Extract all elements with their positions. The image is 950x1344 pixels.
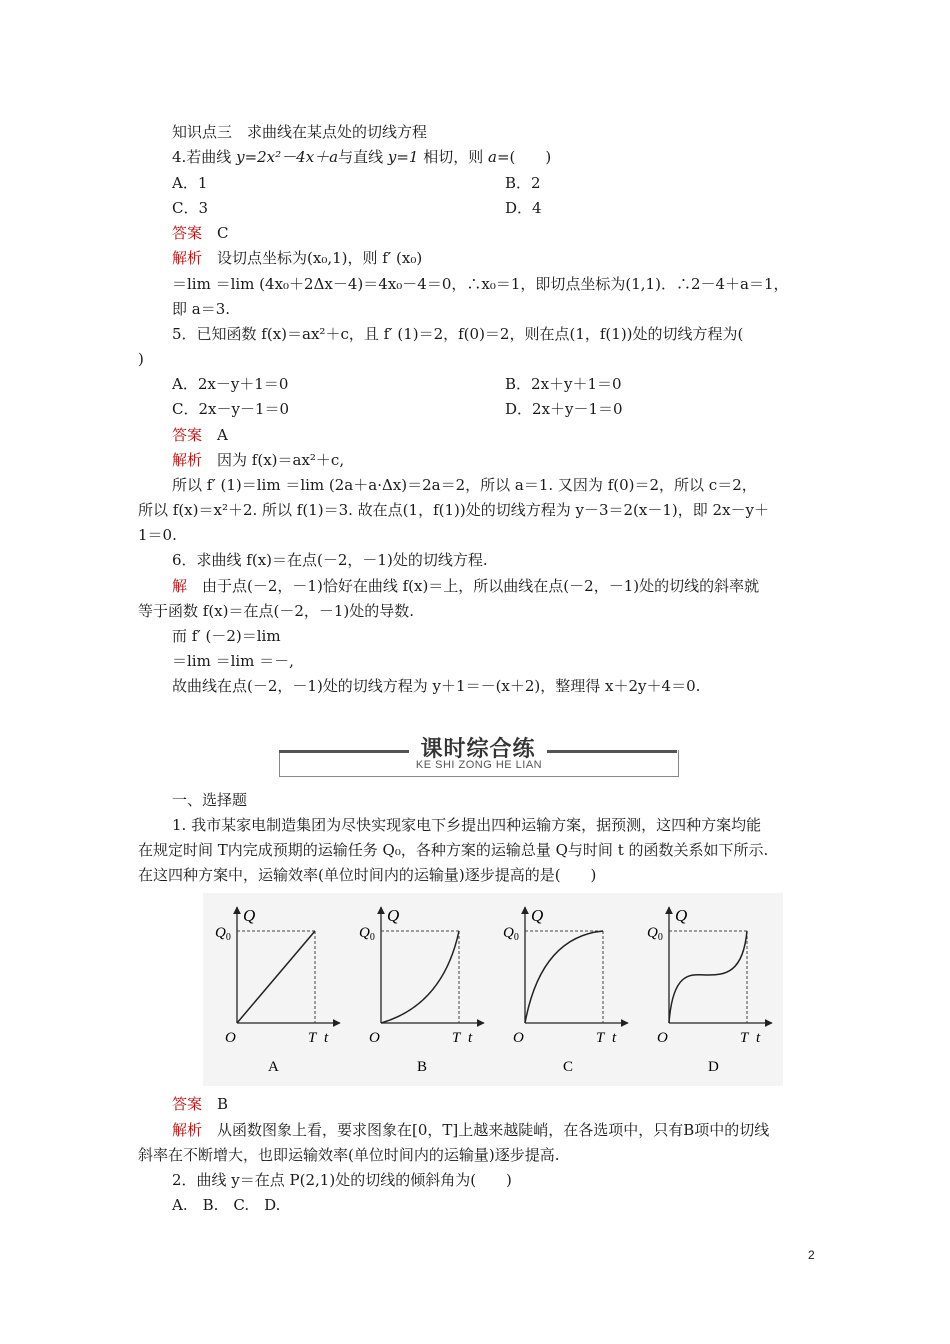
q4-analysis-1: 解析 设切点坐标为(x₀,1)，则 f′ (x₀) bbox=[172, 249, 423, 267]
q5-analysis-1: 解析 因为 f(x)＝ax²＋c, bbox=[172, 451, 345, 469]
q5-stem-1: 5．已知函数 f(x)＝ax²＋c，且 f′ (1)＝2，f(0)＝2，则在点(1，f(1))处的切线方程为( bbox=[172, 325, 744, 343]
q6-solution-5: 故曲线在点(－2，－1)处的切线方程为 y＋1＝－(x＋2)，整理得 x＋2y＋4＝0. bbox=[172, 677, 701, 695]
answer-label: 答案 bbox=[172, 426, 203, 444]
q5-option-d: D．2x＋y－1＝0 bbox=[505, 400, 623, 418]
q5-answer: 答案 A bbox=[172, 426, 228, 444]
p1-answer: 答案 B bbox=[172, 1095, 229, 1113]
x-label: t bbox=[468, 1030, 473, 1046]
banner-subtitle: KE SHI ZONG HE LIAN bbox=[415, 759, 543, 771]
section-banner bbox=[279, 732, 679, 778]
q4-option-c: C．3 bbox=[172, 199, 209, 217]
banner-bar-left bbox=[279, 750, 409, 753]
q6-solution-1: 解 由于点(－2，－1)恰好在曲线 f(x)＝上，所以曲线在点(－2，－1)处的切线的斜率就 bbox=[172, 577, 760, 595]
q5-option-b: B．2x＋y＋1＝0 bbox=[505, 375, 622, 393]
origin-label: O bbox=[369, 1030, 380, 1046]
answer-label: 答案 bbox=[172, 1095, 203, 1113]
banner-bar-right bbox=[547, 750, 677, 753]
p2-stem: 2．曲线 y＝在点 P(2,1)处的切线的倾斜角为( ) bbox=[172, 1171, 512, 1189]
q6-stem: 6．求曲线 f(x)＝在点(－2，－1)处的切线方程. bbox=[172, 551, 488, 569]
analysis-label: 解析 bbox=[172, 451, 203, 469]
curve-a bbox=[237, 931, 315, 1023]
origin-label: O bbox=[225, 1030, 236, 1046]
part-heading: 一、选择题 bbox=[172, 791, 248, 809]
caption-c: C bbox=[563, 1059, 574, 1075]
q5-option-c: C．2x－y－1＝0 bbox=[172, 400, 290, 418]
graph-c bbox=[503, 906, 628, 1075]
graph-b bbox=[359, 906, 484, 1075]
page-number: 2 bbox=[808, 1248, 815, 1262]
q4-analysis-2: ＝lim ＝lim (4x₀＋2Δx－4)＝4x₀－4＝0，∴x₀＝1，即切点坐标为(1,1)．∴2－4＋a＝1， bbox=[172, 275, 789, 293]
origin-label: O bbox=[657, 1030, 668, 1046]
q5-analysis-2: 所以 f′ (1)＝lim ＝lim (2a＋a·Δx)＝2a＝2，所以 a＝1. 又因为 f(0)＝2，所以 c＝2， bbox=[172, 476, 757, 494]
x-label: t bbox=[756, 1030, 761, 1046]
section-heading: 知识点三 求曲线在某点处的切线方程 bbox=[172, 123, 428, 141]
caption-d: D bbox=[708, 1059, 719, 1075]
p1-analysis-1: 解析 从函数图象上看，要求图象在[0，T]上越来越陡峭，在各选项中，只有B项中的切线 bbox=[172, 1121, 770, 1139]
caption-a: A bbox=[268, 1059, 279, 1075]
y-label: Q bbox=[531, 906, 544, 925]
q4-option-d: D．4 bbox=[505, 199, 542, 217]
q5-analysis-3: 所以 f(x)＝x²＋2. 所以 f(1)＝3. 故在点(1，f(1))处的切线方程为 y－3＝2(x－1)，即 2x－y＋ bbox=[138, 501, 770, 519]
q5-stem-2: ) bbox=[138, 350, 144, 368]
q6-solution-3: 而 f′ (－2)＝lim bbox=[172, 627, 281, 645]
y-label: Q bbox=[243, 906, 256, 925]
origin-label: O bbox=[513, 1030, 524, 1046]
analysis-label: 解析 bbox=[172, 249, 203, 267]
q0-label: $Q_0$ bbox=[359, 925, 375, 943]
t-end-label: T bbox=[452, 1030, 461, 1046]
solution-label: 解 bbox=[172, 577, 188, 595]
p1-stem-2: 在规定时间 T内完成预期的运输任务 Q₀，各种方案的运输总量 Q与时间 t 的函数关系如下所示. bbox=[138, 841, 769, 859]
t-end-label: T bbox=[308, 1030, 317, 1046]
q4-option-b: B．2 bbox=[505, 174, 541, 192]
q0-label: $Q_0$ bbox=[503, 925, 519, 943]
p2-options: A. B. C. D. bbox=[172, 1196, 281, 1214]
curve-d bbox=[669, 931, 747, 1023]
q4-analysis-3: 即 a＝3. bbox=[172, 300, 231, 318]
banner-title: 课时综合练 bbox=[419, 732, 537, 763]
x-label: t bbox=[324, 1030, 329, 1046]
y-label: Q bbox=[675, 906, 688, 925]
y-label: Q bbox=[387, 906, 400, 925]
t-end-label: T bbox=[740, 1030, 749, 1046]
q5-analysis-4: 1＝0. bbox=[138, 526, 177, 544]
analysis-label: 解析 bbox=[172, 1121, 203, 1139]
curve-c bbox=[525, 931, 603, 1023]
q4-option-a: A．1 bbox=[172, 174, 208, 192]
graph-a bbox=[215, 906, 340, 1075]
q5-option-a: A．2x－y＋1＝0 bbox=[172, 375, 289, 393]
p1-analysis-2: 斜率在不断增大，也即运输效率(单位时间内的运输量)逐步提高. bbox=[138, 1146, 560, 1164]
q0-label: $Q_0$ bbox=[647, 925, 663, 943]
function-graphs bbox=[203, 893, 783, 1086]
q6-solution-4: ＝lim ＝lim ＝－, bbox=[172, 652, 294, 670]
p1-stem-1: 1. 我市某家电制造集团为尽快实现家电下乡提出四种运输方案，据预测，这四种方案均能 bbox=[172, 816, 762, 834]
q4-stem: 4.若曲线 y=2x²－4x＋a与直线 y=1 相切，则 a=( ) bbox=[172, 148, 552, 166]
q6-solution-2: 等于函数 f(x)＝在点(－2，－1)处的导数. bbox=[138, 602, 415, 620]
t-end-label: T bbox=[596, 1030, 605, 1046]
graph-d bbox=[647, 906, 772, 1075]
x-label: t bbox=[612, 1030, 617, 1046]
curve-b bbox=[381, 931, 459, 1023]
answer-label: 答案 bbox=[172, 224, 203, 242]
p1-stem-3: 在这四种方案中，运输效率(单位时间内的运输量)逐步提高的是( ) bbox=[138, 866, 597, 884]
q4-answer: 答案 C bbox=[172, 224, 229, 242]
graphs-svg bbox=[203, 893, 783, 1086]
q0-label: $Q_0$ bbox=[215, 925, 231, 943]
caption-b: B bbox=[417, 1059, 428, 1075]
